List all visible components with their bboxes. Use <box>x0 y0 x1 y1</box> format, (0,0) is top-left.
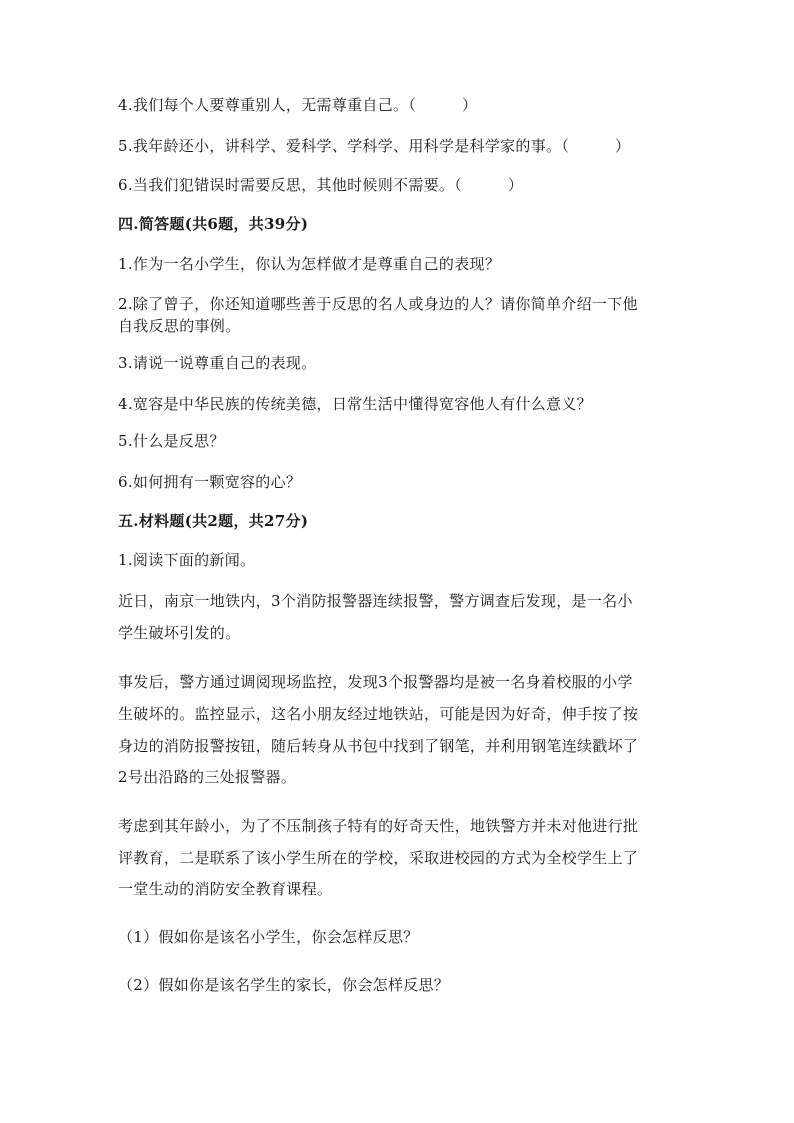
short-answer-question-2-line-2: 自我反思的事例。 <box>118 317 241 335</box>
news-paragraph-1-line-2: 学生破坏引发的。 <box>118 624 241 642</box>
section-heading-material: 五.材料题(共2题，共27分) <box>118 512 309 530</box>
news-paragraph-2-line-2: 生破坏的。监控显示，这名小朋友经过地铁站，可能是因为好奇，伸手按了按 <box>118 705 639 723</box>
sub-question-2: （2）假如你是该名学生的家长，你会怎样反思？ <box>118 976 450 994</box>
short-answer-question-2-line-1: 2.除了曾子，你还知道哪些善于反思的名人或身边的人？请你简单介绍一下他 <box>118 295 638 313</box>
short-answer-question-5: 5.什么是反思？ <box>118 432 225 450</box>
short-answer-question-4: 4.宽容是中华民族的传统美德，日常生活中懂得宽容他人有什么意义？ <box>118 395 592 413</box>
news-paragraph-3-line-3: 一堂生动的消防安全教育课程。 <box>118 880 333 898</box>
judgment-item-4: 4.我们每个人要尊重别人，无需尊重自己。（ ） <box>118 96 478 114</box>
sub-question-1: （1）假如你是该名小学生，你会怎样反思？ <box>118 928 419 946</box>
news-paragraph-2-line-3: 身边的消防报警按钮，随后转身从书包中找到了钢笔，并利用钢笔连续戳坏了 <box>118 737 639 755</box>
news-paragraph-1-line-1: 近日，南京一地铁内，3个消防报警器连续报警，警方调查后发现，是一名小 <box>118 592 633 610</box>
news-paragraph-3-line-2: 评教育，二是联系了该小学生所在的学校，采取进校园的方式为全校学生上了 <box>118 849 639 867</box>
news-paragraph-2-line-1: 事发后，警方通过调阅现场监控，发现3个报警器均是被一名身着校服的小学 <box>118 673 633 691</box>
material-question-1: 1.阅读下面的新闻。 <box>118 551 256 569</box>
news-paragraph-3-line-1: 考虑到其年龄小，为了不压制孩子特有的好奇天性，地铁警方并未对他进行批 <box>118 817 639 835</box>
judgment-item-6: 6.当我们犯错误时需要反思，其他时候则不需要。（ ） <box>118 176 524 194</box>
short-answer-question-3: 3.请说一说尊重自己的表现。 <box>118 354 317 372</box>
section-heading-short-answer: 四.简答题(共6题，共39分) <box>118 215 309 233</box>
news-paragraph-2-line-4: 2号出沿路的三处报警器。 <box>118 768 297 786</box>
short-answer-question-1: 1.作为一名小学生，你认为怎样做才是尊重自己的表现？ <box>118 255 501 273</box>
short-answer-question-6: 6.如何拥有一颗宽容的心？ <box>118 473 302 491</box>
judgment-item-5: 5.我年龄还小，讲科学、爱科学、学科学、用科学是科学家的事。（ ） <box>118 137 631 155</box>
